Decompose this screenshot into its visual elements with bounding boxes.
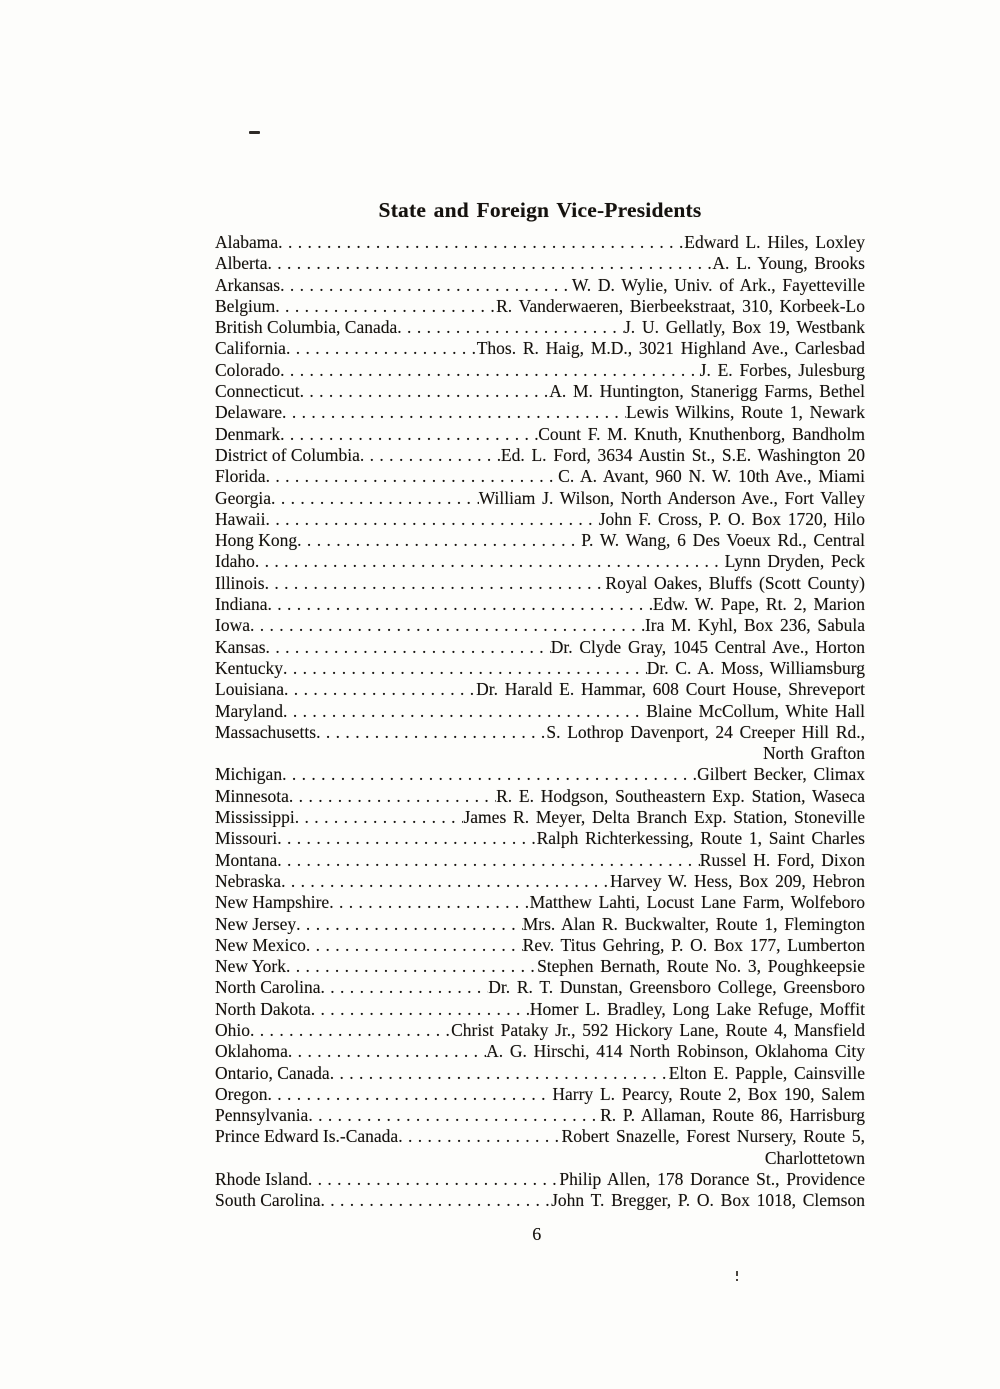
entry-value: S. Lothrop Davenport, 24 Creeper Hill Rd., [546,721,865,742]
dot-leader [280,360,700,381]
dot-leader [360,445,501,466]
dot-leader [300,381,550,402]
entry-state: Missouri [215,828,278,849]
entry-state: Louisiana [215,679,285,700]
entry-state: Maryland [215,700,284,721]
entry-row [215,850,865,871]
entry-value: John F. Cross, P. O. Box 1720, Hilo [598,508,865,529]
entry-continuation: North Grafton [762,743,865,764]
entry-state: New Jersey [215,913,297,934]
dot-leader [286,338,477,359]
entry-row [215,424,865,445]
entry-value: James R. Meyer, Delta Branch Exp. Station, Stoneville [463,807,865,828]
entry-row [215,914,865,935]
entry-row [215,1190,865,1211]
entry-value: Ralph Richterkessing, Route 1, Saint Charles [536,828,865,849]
scan-artifact-speck [736,1279,738,1281]
dot-leader [271,488,479,509]
entry-state: North Dakota [215,998,311,1019]
entry-row [215,722,865,743]
entry-value: Harry L. Pearcy, Route 2, Box 190, Salem [552,1083,865,1104]
entry-value: Russel H. Ford, Dixon [699,849,865,870]
entry-value: J. E. Forbes, Julesburg [699,359,865,380]
entry-row [215,658,865,679]
dot-leader [277,828,536,849]
entry-row [215,317,865,338]
entry-value: Dr. C. A. Moss, Williamsburg [646,657,865,678]
entry-row [215,530,865,551]
entry-row [215,1020,865,1041]
dot-leader [278,232,684,253]
dot-leader [267,253,712,274]
entry-value: Robert Snazelle, Forest Nursery, Route 5, [561,1126,865,1147]
dot-leader [250,615,645,636]
entry-row [215,1126,865,1147]
entry-value: Elton E. Papple, Cainsville [668,1062,865,1083]
entry-state: Mississippi [215,807,295,828]
entry-state: Prince Edward Is.-Canada [215,1126,399,1147]
dot-leader [283,701,646,722]
entry-value: Philip Allen, 178 Dorance St., Providence [559,1169,865,1190]
entry-row [215,786,865,807]
dot-leader [296,914,523,935]
entry-row [215,637,865,658]
entry-state: Alabama [215,232,279,252]
entry-state: Georgia [215,487,272,508]
entry-row [215,381,865,402]
entry-state: Florida [215,466,266,487]
entry-value: R. Vanderwaeren, Bierbeekstraat, 310, Korbeek-Lo [496,295,865,316]
entry-value: J. U. Gellatly, Box 19, Westbank [624,317,865,338]
entry-state: Iowa [215,615,250,636]
entry-state: South Carolina [215,1190,321,1211]
entry-value: Lynn Dryden, Peck [724,551,865,572]
dot-leader [283,658,647,679]
entry-row [215,935,865,956]
entry-row [215,701,865,722]
entry-row [215,402,865,423]
entry-row [215,1084,865,1105]
entry-row [215,871,865,892]
dot-leader [282,764,697,785]
dot-leader [267,594,652,615]
dot-leader [266,637,551,658]
entry-row [215,956,865,977]
entry-state: California [215,338,286,359]
entry-state: Hawaii [215,508,266,529]
dot-leader [329,892,529,913]
entry-state: District of Columbia [215,444,360,465]
dot-leader [316,722,546,743]
entry-state: Minnesota [215,785,289,806]
entry-state: Oregon [215,1083,268,1104]
dot-leader [277,850,700,871]
entry-state: Connecticut [215,381,300,402]
entry-row [215,573,865,594]
dot-leader [267,1084,552,1105]
scan-artifact-speck [736,1271,738,1276]
entry-row [215,1041,865,1062]
entry-value: Stephen Bernath, Route No. 3, Poughkeepsie [537,956,865,977]
entry-state: Alberta [215,253,268,274]
dot-leader [397,317,624,338]
entry-row [215,892,865,913]
entry-row [215,764,865,785]
entry-value: Dr. Clyde Gray, 1045 Central Ave., Horton [550,636,865,657]
entry-state: Illinois [215,572,265,593]
entry-value: Mrs. Alan R. Buckwalter, Route 1, Flemington [522,913,865,934]
entry-row [215,466,865,487]
entry-state: Nebraska [215,870,282,891]
entry-row [215,807,865,828]
entry-row [215,551,865,572]
dot-leader [266,509,599,530]
entry-value: Edw. W. Pape, Rt. 2, Marion [652,594,865,615]
dot-leader [280,424,538,445]
entry-value: Rev. Titus Gehring, P. O. Box 177, Lumberton [522,934,865,955]
entry-row [215,338,865,359]
entry-row [215,999,865,1020]
dot-leader [281,871,610,892]
entry-state: Colorado [215,359,281,380]
dot-leader [250,1020,451,1041]
entry-state: Kansas [215,636,266,657]
entry-value: Edward L. Hiles, Loxley [684,232,865,252]
entry-state: Ontario, Canada [215,1062,330,1083]
entry-value: Thos. R. Haig, M.D., 3021 Highland Ave., Carlesbad [476,338,865,359]
entry-state: Idaho [215,551,255,572]
entry-value: A. L. Young, Brooks [712,253,865,274]
entry-state: Michigan [215,764,283,785]
page-number: 6 [532,1223,542,1244]
entry-state: North Carolina [215,977,321,998]
entry-value: John T. Bregger, P. O. Box 1018, Clemson [551,1190,865,1211]
entry-row [215,1105,865,1126]
entry-value: Dr. R. T. Dunstan, Greensboro College, Greensboro [488,977,865,998]
entry-value: Harvey W. Hess, Box 209, Hebron [609,870,865,891]
dot-leader [311,999,530,1020]
dot-leader [266,466,559,487]
entry-value: Gilbert Becker, Climax [697,764,865,785]
entry-state: New Hampshire [215,892,330,913]
entry-value: Ira M. Kyhl, Box 236, Sabula [644,615,865,636]
entry-state: Delaware [215,402,283,423]
entry-value: Lewis Wilkins, Route 1, Newark [626,402,865,423]
entry-state: Massachusetts [215,721,317,742]
entry-state: British Columbia, Canada [215,317,398,338]
entry-value: P. W. Wang, 6 Des Voeux Rd., Central [581,530,865,551]
page-title: State and Foreign Vice-Presidents [378,198,702,222]
entry-row [215,828,865,849]
dot-leader [286,956,537,977]
entry-value: R. P. Allaman, Route 86, Harrisburg [600,1105,865,1126]
entry-row [215,275,865,296]
entry-value: Christ Pataky Jr., 592 Hickory Lane, Route 4, Mansfield [451,1019,865,1040]
entry-row [215,232,865,253]
dot-leader [398,1126,561,1147]
entry-row [215,488,865,509]
entry-state: Arkansas [215,274,281,295]
entry-value: Blaine McCollum, White Hall [646,700,865,721]
dot-leader [330,1063,669,1084]
entry-row [215,253,865,274]
entry-row [215,615,865,636]
entry-value: A. M. Huntington, Stanerigg Farms, Bethel [549,381,865,402]
entry-value: Count F. M. Knuth, Knuthenborg, Bandholm [538,423,865,444]
dot-leader [275,296,496,317]
entry-row [215,509,865,530]
entry-value: A. G. Hirschi, 414 North Robinson, Oklahoma City [486,1041,865,1062]
entry-row [215,594,865,615]
dot-leader [289,786,496,807]
entry-state: Rhode Island [215,1169,308,1190]
entry-row [215,360,865,381]
dot-leader [295,807,464,828]
entry-state: Oklahoma [215,1041,288,1062]
entry-state: Belgium [215,295,276,316]
entry-list [215,232,865,1212]
entry-value: Dr. Harald E. Hammar, 608 Court House, Shreveport [476,679,865,700]
entry-state: Montana [215,849,278,870]
dot-leader [297,530,581,551]
entry-value: R. E. Hodgson, Southeastern Exp. Station, Waseca [496,785,865,806]
entry-row [215,1063,865,1084]
dot-leader [282,402,626,423]
entry-row [215,679,865,700]
dot-leader [320,977,488,998]
entry-state: Denmark [215,423,281,444]
entry-row [215,296,865,317]
entry-state: Hong Kong [215,530,298,551]
dot-leader [288,1041,486,1062]
dot-leader [280,275,572,296]
entry-value: C. A. Avant, 960 N. W. 10th Ave., Miami [558,466,865,487]
entry-continuation: Charlottetown [764,1147,865,1168]
entry-row [215,1169,865,1190]
entry-state: Ohio [215,1019,250,1040]
entry-row [215,977,865,998]
entry-state: Pennsylvania [215,1105,309,1126]
dot-leader [308,1105,600,1126]
entry-value: Ed. L. Ford, 3634 Austin St., S.E. Washington 20 [500,444,865,465]
entry-value: Royal Oakes, Bluffs (Scott County) [605,572,865,593]
dot-leader [320,1190,551,1211]
dot-leader [255,551,725,572]
entry-value: Homer L. Bradley, Long Lake Refuge, Moffit [529,998,865,1019]
scan-artifact-dash [249,131,260,134]
dot-leader [308,1169,560,1190]
entry-row [215,445,865,466]
entry-state: Indiana [215,594,268,615]
entry-value: William J. Wilson, North Anderson Ave., Fort Valley [478,487,865,508]
entry-value: Matthew Lahti, Locust Lane Farm, Wolfeboro [529,892,865,913]
dot-leader [265,573,606,594]
dot-leader [306,935,523,956]
entry-state: New Mexico [215,934,306,955]
page-content [215,197,865,1245]
dot-leader [284,679,476,700]
entry-state: New York [215,956,286,977]
entry-value: W. D. Wylie, Univ. of Ark., Fayetteville [571,274,865,295]
entry-state: Kentucky [215,657,284,678]
